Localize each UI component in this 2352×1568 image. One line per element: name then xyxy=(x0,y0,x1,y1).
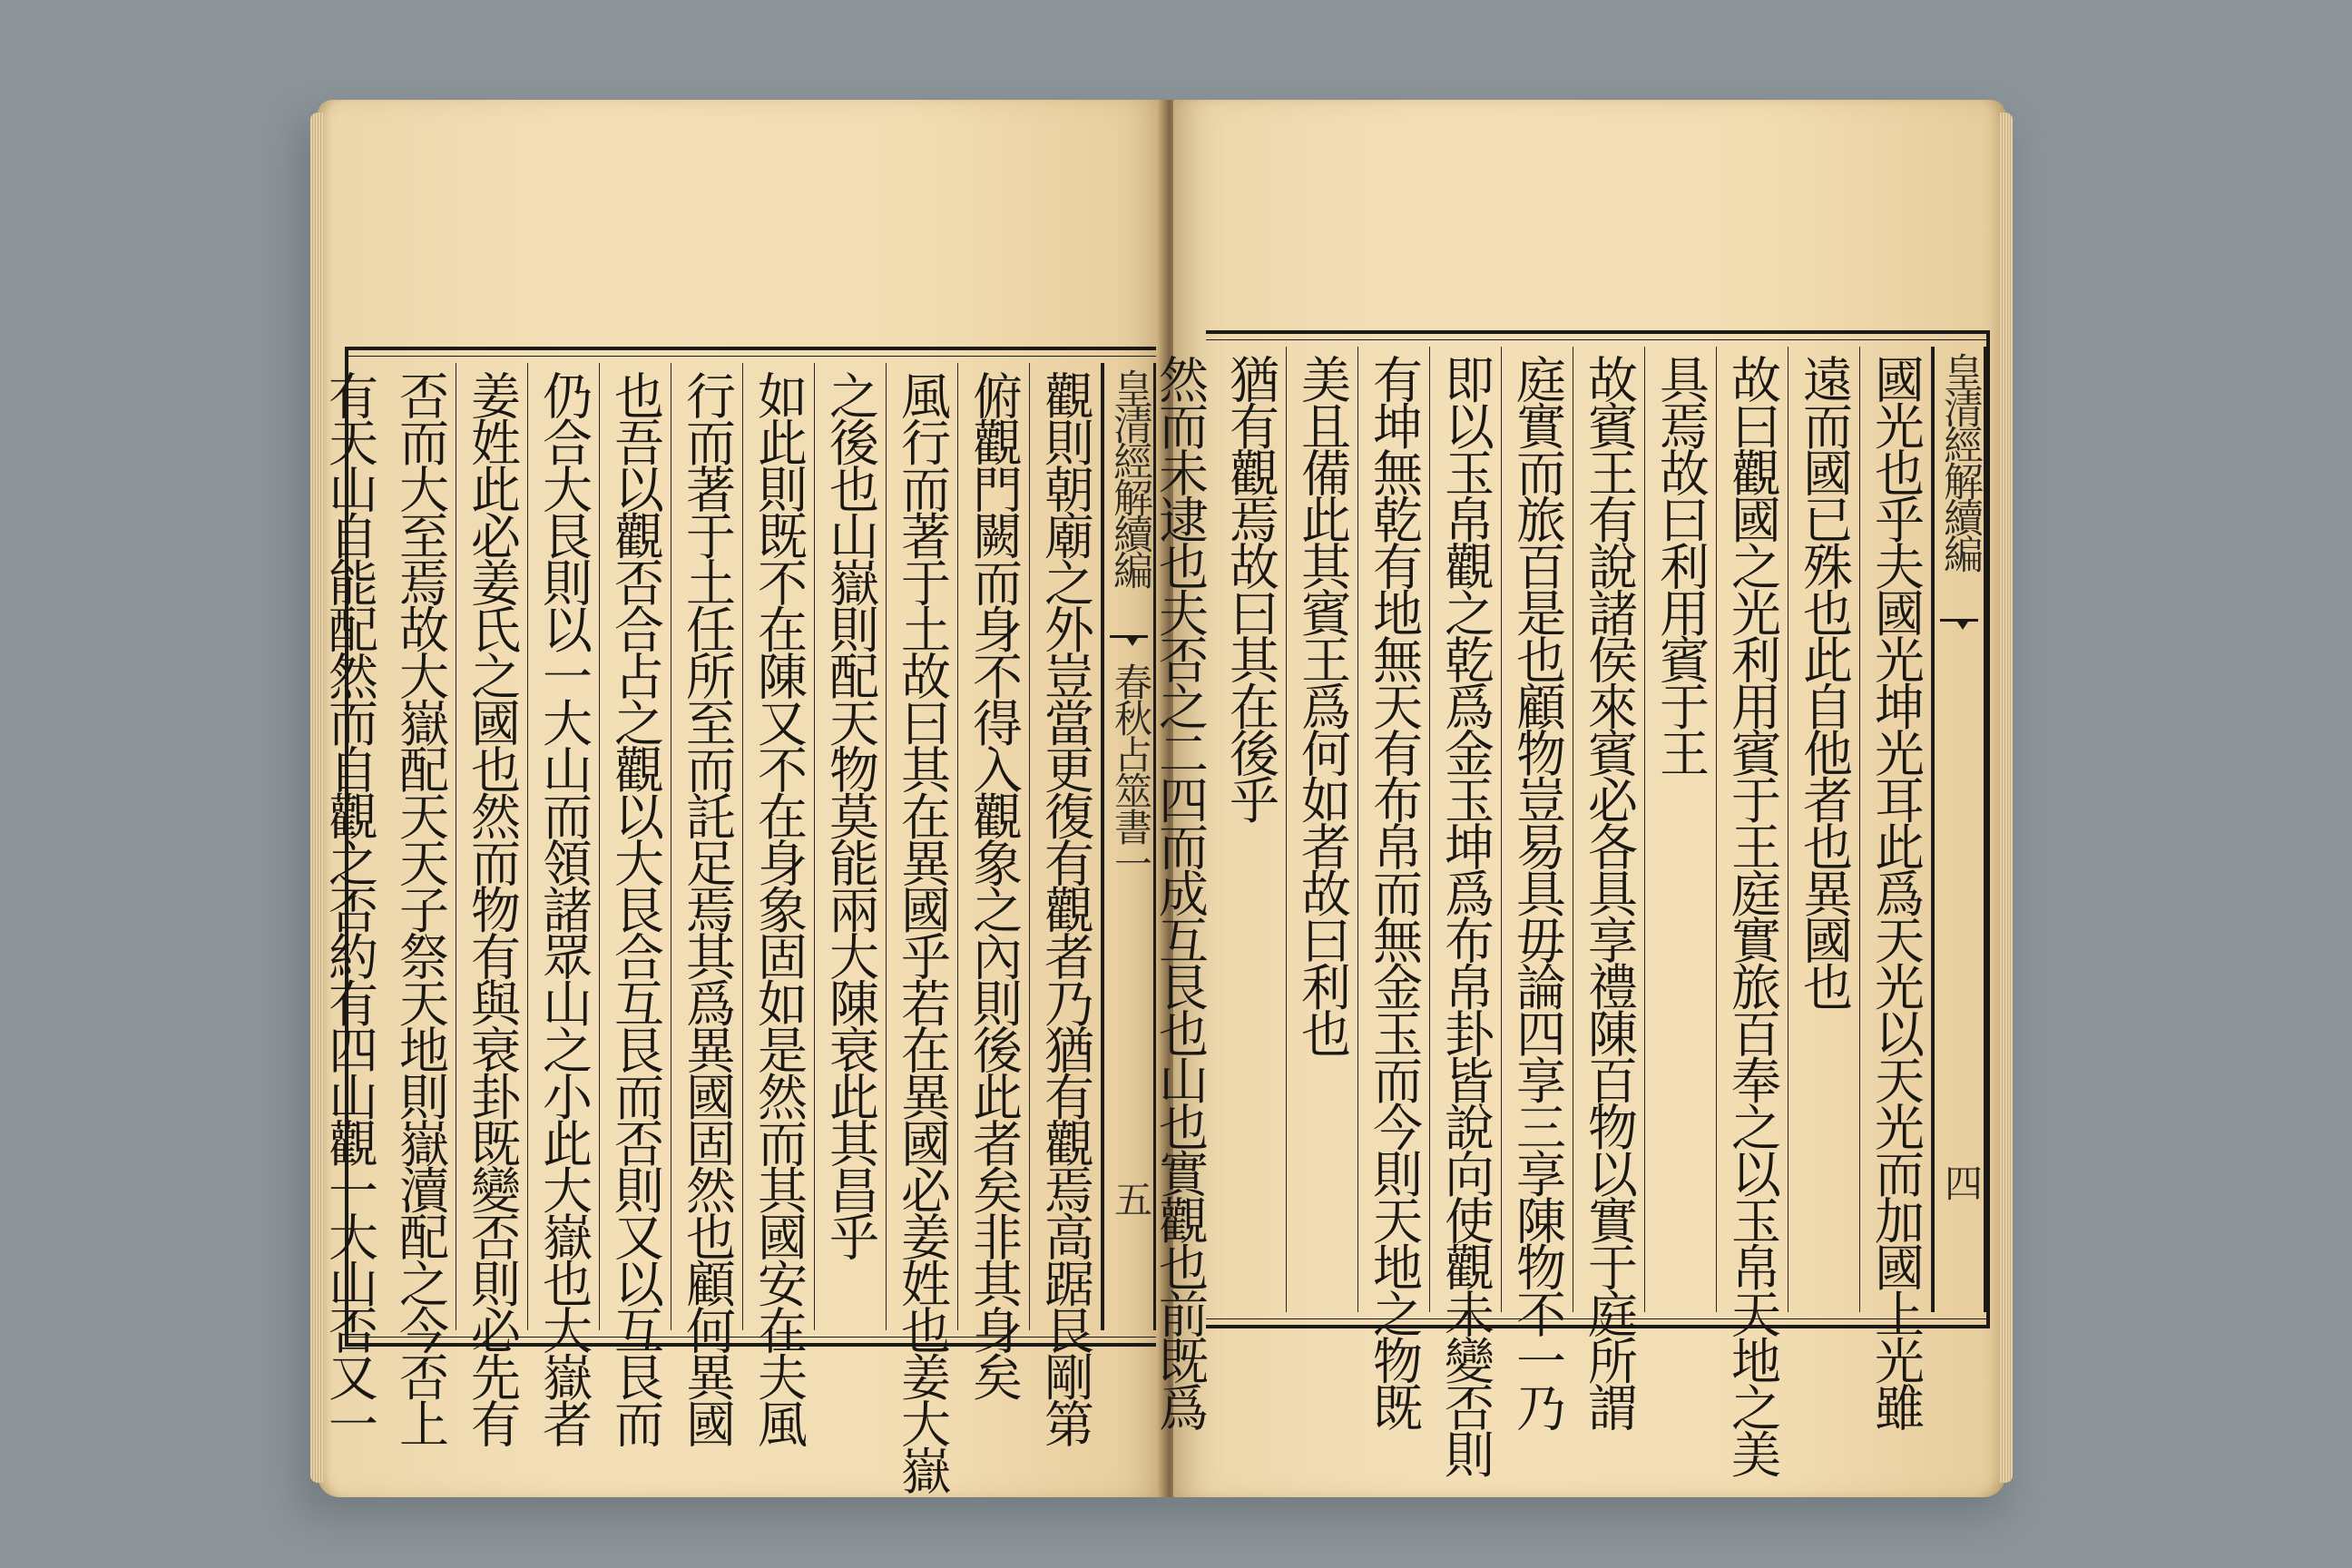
fishtail-mark xyxy=(1940,619,1978,640)
right-columns xyxy=(1151,347,1986,1475)
right-column-4: 具焉故曰利用賓于王 xyxy=(1645,347,1717,1312)
left-column-1: 觀則朝廟之外豈當更復有觀者乃猶有觀焉高踞艮剛第 xyxy=(1030,363,1102,1330)
left-columns xyxy=(320,363,1156,1492)
left-column-10: 否而大至焉故大嶽配天天子祭天地則嶽瀆配之今否上 xyxy=(385,363,456,1330)
left-page xyxy=(318,100,1166,1497)
left-margin-chapter: 春秋占筮書一 xyxy=(1109,662,1153,880)
left-column-6: 行而著于土任所至而託足焉其爲異國固然也顧何異國 xyxy=(671,363,743,1330)
left-column-8: 仍合大艮則以一大山而領諸眾山之小此大嶽也大嶽者 xyxy=(528,363,600,1330)
right-page xyxy=(1151,100,2005,1497)
left-margin-title: 皇清經解續編 xyxy=(1106,368,1152,586)
left-text-frame xyxy=(320,347,1156,1492)
left-column-2: 俯觀門闕而身不得入觀象之內則後此者矣非其身矣 xyxy=(958,363,1030,1330)
left-column-5: 如此則既不在陳又不在身象固如是然而其國安在夫風 xyxy=(743,363,815,1330)
right-column-9: 美且備此其賓王爲何如者故曰利也 xyxy=(1287,347,1358,1312)
right-column-2: 遠而國已殊也此自他者也異國也 xyxy=(1788,347,1860,1312)
right-margin-column xyxy=(1932,347,1986,1312)
right-column-1: 國光也乎夫國光坤光耳此爲天光以天光而加國上光雖 xyxy=(1860,347,1932,1312)
right-column-7: 即以玉帛觀之乾爲金玉坤爲布帛卦皆說向使觀未變否則 xyxy=(1430,347,1502,1312)
left-column-11: 有天山自能配然而自觀之否約有四山觀一大山否又一 xyxy=(320,370,378,1446)
left-page-number: 五 xyxy=(1109,1180,1153,1218)
right-margin-title: 皇清經解續編 xyxy=(1936,352,1983,570)
right-column-6: 庭實而旅百是也顧物豈易具毋論四享三享陳物不一乃 xyxy=(1502,347,1573,1312)
right-column-8: 有坤無乾有地無天有布帛而無金玉而今則天地之物既 xyxy=(1358,347,1430,1312)
right-column-10: 猶有觀焉故曰其在後乎 xyxy=(1215,347,1287,1312)
fishtail-mark xyxy=(1110,635,1148,656)
open-book xyxy=(318,100,2005,1497)
page-edges xyxy=(2000,113,2013,1483)
right-column-3: 故曰觀國之光利用賓于王庭實旅百奉之以玉帛天地之美 xyxy=(1717,347,1788,1312)
right-text-frame xyxy=(1151,330,1990,1475)
right-column-11: 然而未逮也夫否之二四而成互艮也山也實觀也前既爲 xyxy=(1151,354,1209,1429)
right-page-number: 四 xyxy=(1939,1163,1984,1201)
left-column-3: 風行而著于土故曰其在異國乎若在異國必姜姓也姜大嶽 xyxy=(887,363,958,1330)
left-column-7: 也吾以觀否合占之觀以大艮合互艮而否則又以互艮而 xyxy=(600,363,671,1330)
left-column-9: 姜姓此必姜氏之國也然而物有與衰卦既變否則必先有 xyxy=(456,363,528,1330)
right-column-5: 故賓王有說諸侯來賓必各具享禮陳百物以實于庭所謂 xyxy=(1573,347,1645,1312)
left-column-4: 之後也山嶽則配天物莫能兩大陳衰此其昌乎 xyxy=(815,363,887,1330)
